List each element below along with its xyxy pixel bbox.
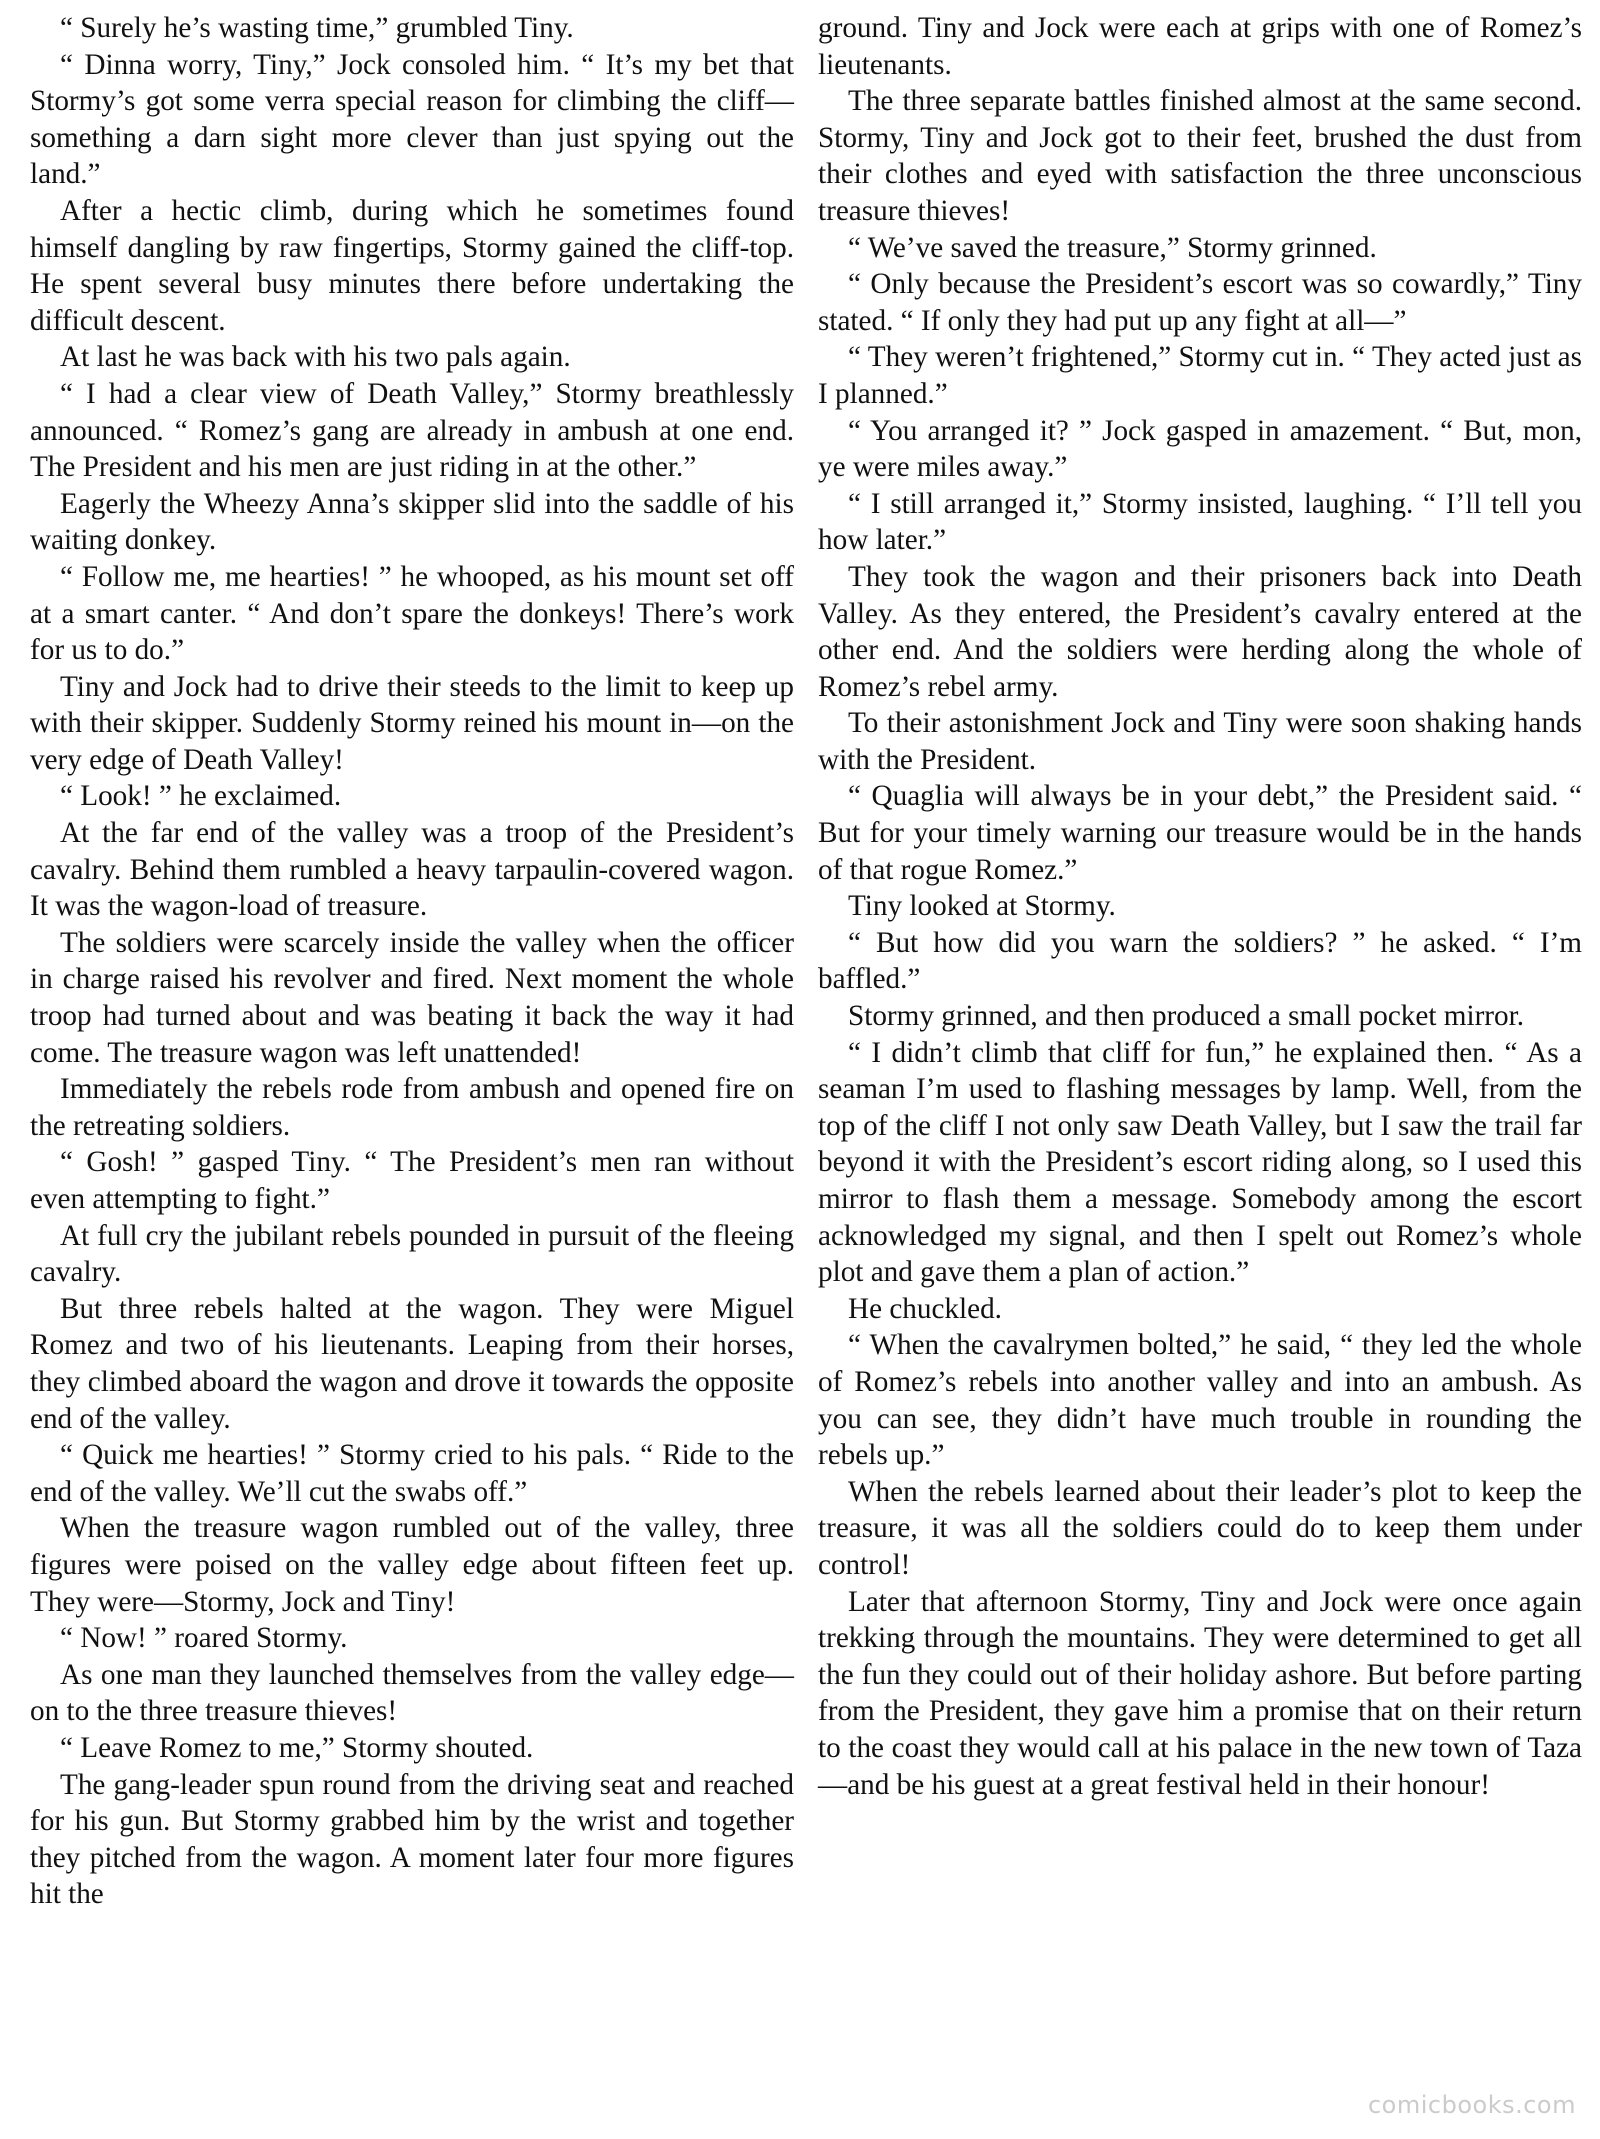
paragraph: Tiny looked at Stormy. — [848, 890, 1116, 923]
paragraph: Eagerly the Wheezy Anna’s skipper slid into the saddle of his waiting donkey. — [30, 487, 794, 557]
paragraph: “ When the cavalrymen bolted,” he said, “ they led the whole of Romez’s rebels into another valley and into an ambush. As you can see, they didn’t have much trouble in rounding the rebels up.” — [818, 1329, 1582, 1472]
paragraph: “ Gosh! ” gasped Tiny. “ The President’s men ran without even attempting to fight.” — [30, 1146, 794, 1215]
paragraph: They took the wagon and their prisoners back into Death Valley. As they entered, the President’s cavalry entered at the other end. And the soldiers were herding along the whole of Romez’s rebel army. — [818, 560, 1582, 703]
paragraph: “ Follow me, me hearties! ” he whooped, as his mount set off at a smart canter. “ And don’t spare the donkeys! There’s work for us to do.” — [30, 560, 794, 667]
paragraph: He chuckled. — [848, 1292, 1002, 1325]
paragraph: “ We’ve saved the treasure,” Stormy grinned. — [848, 231, 1377, 264]
paragraph: As one man they launched themselves from the valley edge—on to the three treasure thieves! — [30, 1658, 794, 1728]
left-text-column — [30, 10, 794, 2139]
paragraph: At full cry the jubilant rebels pounded in pursuit of the fleeing cavalry. — [30, 1219, 794, 1289]
paragraph: “ You arranged it? ” Jock gasped in amazement. “ But, mon, ye were miles away.” — [818, 414, 1582, 484]
paragraph: The gang-leader spun round from the driving seat and reached for his gun. But Stormy grabbed him by the wrist and together they pitched from the wagon. A moment later four more figures hit the — [30, 1768, 794, 1911]
paragraph: “ Quick me hearties! ” Stormy cried to his pals. “ Ride to the end of the valley. We’ll cut the swabs off.” — [30, 1439, 794, 1508]
paragraph: “ Dinna worry, Tiny,” Jock consoled him. “ It’s my bet that Stormy’s got some verra special reason for climbing the cliff—something a darn sight more clever than just spying out the land.” — [30, 48, 794, 191]
paragraph: At the far end of the valley was a troop of the President’s cavalry. Behind them rumbled a heavy tarpaulin-covered wagon. It was the wagon-load of treasure. — [30, 817, 794, 923]
right-text-column — [818, 10, 1582, 2139]
paragraph: But three rebels halted at the wagon. They were Miguel Romez and two of his lieutenants. Leaping from their horses, they climbed aboard the wagon and drove it towards the opposite end of the valley. — [30, 1292, 794, 1435]
paragraph: “ Leave Romez to me,” Stormy shouted. — [60, 1731, 534, 1764]
paragraph: When the treasure wagon rumbled out of the valley, three figures were poised on the valley edge about fifteen feet up. They were—Stormy, Jock and Tiny! — [30, 1512, 794, 1618]
paragraph: “ Now! ” roared Stormy. — [60, 1622, 348, 1655]
paragraph: ground. Tiny and Jock were each at grips with one of Romez’s lieutenants. — [818, 12, 1582, 81]
paragraph: “ Only because the President’s escort was so cowardly,” Tiny stated. “ If only they had put up any fight at all—” — [818, 268, 1582, 337]
paragraph: “ Quaglia will always be in your debt,” the President said. “ But for your timely warning our treasure would be in the hands of that rogue Romez.” — [818, 780, 1582, 886]
paragraph: Immediately the rebels rode from ambush and opened fire on the retreating soldiers. — [30, 1073, 794, 1142]
paragraph: “ Look! ” he exclaimed. — [60, 780, 342, 813]
paragraph: “ Surely he’s wasting time,” grumbled Tiny. — [60, 12, 574, 44]
paragraph: After a hectic climb, during which he sometimes found himself dangling by raw fingertips, Stormy gained the cliff-top. He spent several busy minutes there before undertaking the difficult descent. — [30, 194, 794, 337]
watermark: comicbooks.com — [1367, 2091, 1576, 2119]
paragraph: When the rebels learned about their leader’s plot to keep the treasure, it was all the soldiers could do to keep them under control! — [818, 1475, 1582, 1581]
paragraph: “ I had a clear view of Death Valley,” Stormy breathlessly announced. “ Romez’s gang are already in ambush at one end. The President and his men are just riding in at the other.” — [30, 377, 794, 484]
paragraph: “ I didn’t climb that cliff for fun,” he explained then. “ As a seaman I’m used to flashing messages by lamp. Well, from the top of the cliff I not only saw Death Valley, but I saw the trail far beyond it with the President’s escort riding along, so I used this mirror to flash them a message. Somebody among the escort acknowledged my signal, and then I spelt out Romez’s whole plot and gave them a plan of action.” — [818, 1036, 1582, 1289]
paragraph: Tiny and Jock had to drive their steeds to the limit to keep up with their skipper. Suddenly Stormy reined his mount in—on the very edge of Death Valley! — [30, 670, 794, 776]
paragraph: “ I still arranged it,” Stormy insisted, laughing. “ I’ll tell you how later.” — [818, 487, 1582, 557]
paragraph: Stormy grinned, and then produced a small pocket mirror. — [848, 1000, 1525, 1033]
paragraph: To their astonishment Jock and Tiny were soon shaking hands with the President. — [818, 707, 1582, 776]
paragraph: Later that afternoon Stormy, Tiny and Jock were once again trekking through the mountains. They were determined to get all the fun they could out of their holiday ashore. But before parting from the President, they gave him a promise that on their return to the coast they would call at his palace in the new town of Taza—and be his guest at a great festival held in their honour! — [818, 1585, 1582, 1801]
paragraph: At last he was back with his two pals again. — [60, 341, 571, 374]
paragraph: “ But how did you warn the soldiers? ” he asked. “ I’m baffled.” — [818, 926, 1582, 996]
paragraph: “ They weren’t frightened,” Stormy cut in. “ They acted just as I planned.” — [818, 341, 1582, 410]
paragraph: The three separate battles finished almost at the same second. Stormy, Tiny and Jock got to their feet, brushed the dust from their clothes and eyed with satisfaction the three unconscious treasure thieves! — [818, 85, 1582, 227]
paragraph: The soldiers were scarcely inside the valley when the officer in charge raised his revolver and fired. Next moment the whole troop had turned about and was beating it back the way it had come. The treasure wagon was left unattended! — [30, 926, 794, 1069]
